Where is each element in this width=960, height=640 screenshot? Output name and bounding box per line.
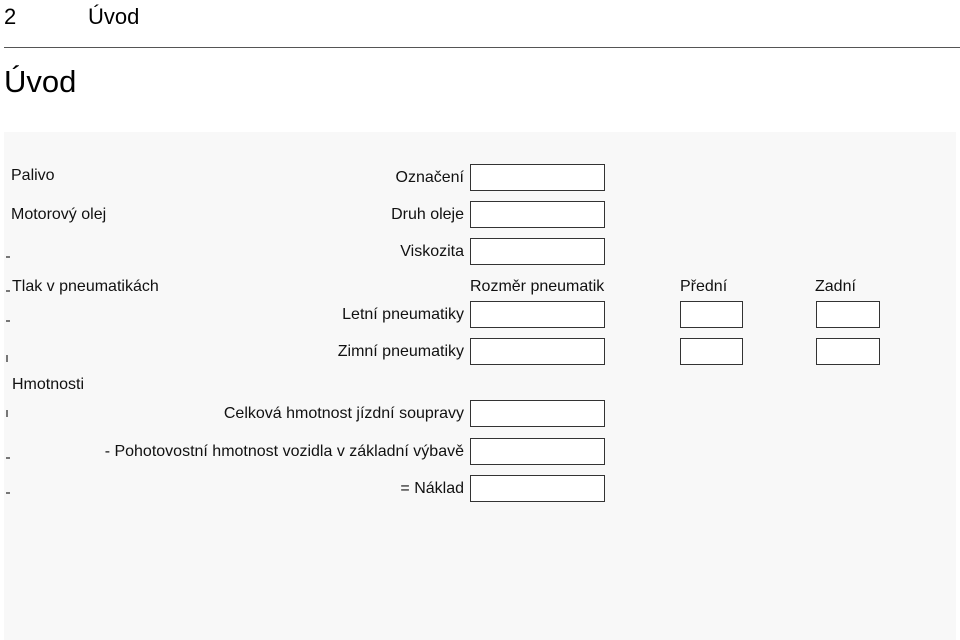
margin-tick [6,355,8,362]
margin-tick [6,256,10,258]
summer-tyre-size-field[interactable] [470,301,605,328]
viscosity-label: Viskozita [400,243,464,260]
rear-column-header: Zadní [815,278,856,295]
winter-rear-pressure-field[interactable] [816,338,880,365]
fuel-section-label: Palivo [11,167,55,184]
vehicle-data-form [4,132,956,640]
payload-label: = Náklad [400,480,464,497]
tyre-pressure-section-label: Tlak v pneumatikách [12,278,159,295]
summer-tyres-label: Letní pneumatiky [342,306,464,323]
fuel-designation-label: Označení [395,169,464,186]
weights-section-label: Hmotnosti [12,376,85,393]
summer-front-pressure-field[interactable] [680,301,743,328]
running-header [0,0,960,48]
tyre-size-column-header: Rozměr pneumatik [470,278,605,295]
fuel-designation-field[interactable] [470,164,605,191]
margin-tick [6,457,10,459]
page-title: Úvod [4,64,77,99]
kerb-weight-field[interactable] [470,438,605,465]
winter-tyres-label: Zimní pneumatiky [337,343,464,360]
gross-combination-weight-label: Celková hmotnost jízdní soupravy [223,405,464,422]
front-column-header: Přední [680,278,728,295]
running-title: Úvod [88,4,140,29]
oil-type-label: Druh oleje [391,206,464,223]
margin-tick [6,320,10,322]
viscosity-field[interactable] [470,238,605,265]
margin-tick [6,410,8,417]
payload-field[interactable] [470,475,605,502]
page-number: 2 [4,4,17,29]
margin-tick [6,290,10,292]
winter-front-pressure-field[interactable] [680,338,743,365]
summer-rear-pressure-field[interactable] [816,301,880,328]
margin-tick [6,492,10,494]
kerb-weight-label: - Pohotovostní hmotnost vozidla v základní výbavě [104,443,464,460]
winter-tyre-size-field[interactable] [470,338,605,365]
gross-combination-weight-field[interactable] [470,400,605,427]
oil-type-field[interactable] [470,201,605,228]
header-divider [4,47,960,48]
engine-oil-section-label: Motorový olej [11,206,107,223]
